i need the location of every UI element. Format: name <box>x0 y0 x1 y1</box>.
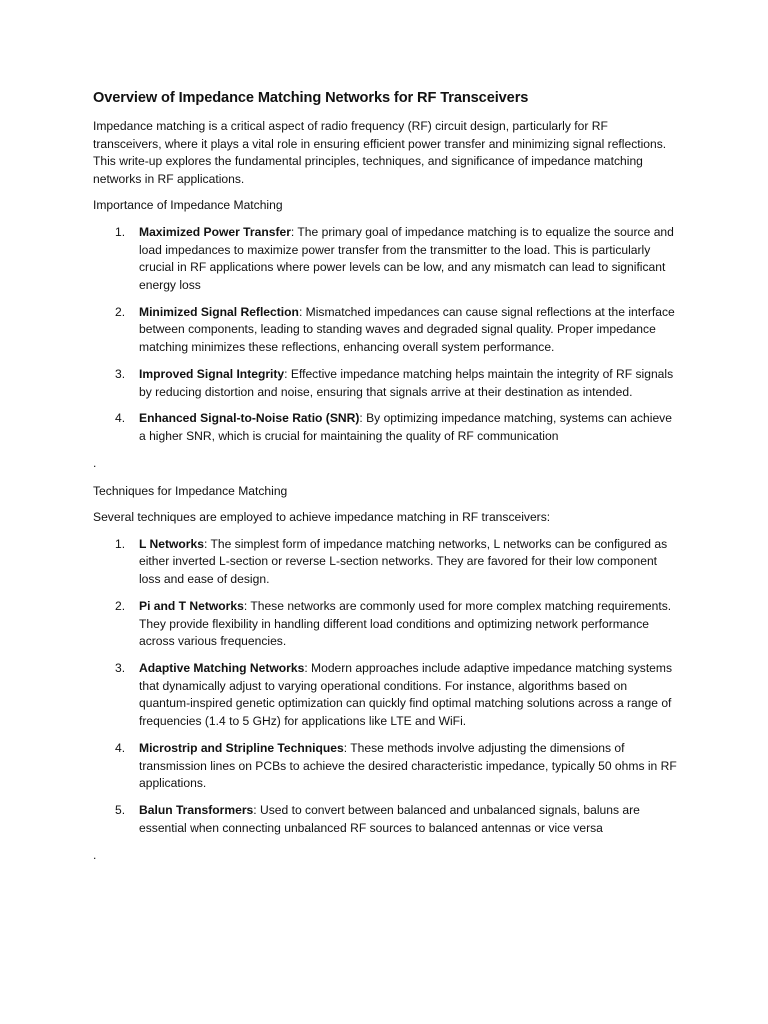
list-number: 3. <box>115 366 126 381</box>
list-term: Microstrip and Stripline Techniques <box>139 740 344 755</box>
list-term: Balun Transformers <box>139 803 254 818</box>
list-term: Enhanced Signal-to-Noise Ratio (SNR) <box>139 411 360 426</box>
list-number: 1. <box>115 536 126 551</box>
list-text: : The simplest form of impedance matching networks, L networks can be configured as either inverted L-section or reverse L-section networks. They are favored for their low component loss and ease of design. <box>139 536 668 587</box>
list-number: 2. <box>115 599 126 614</box>
list-term: Maximized Power Transfer <box>139 224 291 239</box>
techniques-list <box>93 536 678 837</box>
list-term: Adaptive Matching Networks <box>139 661 305 676</box>
list-item <box>93 802 678 837</box>
section-heading-techniques: Techniques for Impedance Matching <box>93 483 288 498</box>
list-text: : The primary goal of impedance matching is to equalize the source and load impedances to maximize power transfer from the transmitter to the load. This is particularly crucial in RF applications where power levels can be low, and any mismatch can lead to significant energy loss <box>139 224 674 292</box>
document-title: Overview of Impedance Matching Networks for RF Transceivers <box>93 90 529 106</box>
list-text: : Modern approaches include adaptive impedance matching systems that dynamically adjust to varying operational conditions. For instance, algorithms based on quantum-inspired genetic optimization can quickly find optimal matching solutions across a range of frequencies (1.4 to 5 GHz) for applications like LTE and WiFi. <box>139 661 673 728</box>
list-term: L Networks <box>139 536 204 551</box>
list-number: 4. <box>115 740 126 755</box>
trailing-dot: . <box>93 847 97 862</box>
list-text: : By optimizing impedance matching, systems can achieve a higher SNR, which is crucial for maintaining the quality of RF communication <box>139 411 672 444</box>
importance-list <box>93 224 678 446</box>
list-item <box>93 598 678 651</box>
list-term: Improved Signal Integrity <box>139 366 285 381</box>
list-number: 5. <box>115 803 126 818</box>
list-text: : Mismatched impedances can cause signal reflections at the interface between components, leading to standing waves and degraded signal quality. Proper impedance matching minimizes these reflections, enhancing overall system performance. <box>139 304 675 354</box>
list-term: Minimized Signal Reflection <box>139 304 299 319</box>
list-item <box>93 660 678 730</box>
list-item <box>93 410 678 445</box>
intro-paragraph: Impedance matching is a critical aspect of radio frequency (RF) circuit design, particularly for RF transceivers, where it plays a vital role in ensuring efficient power transfer and minimizing signal reflections. This write-up explores the fundamental principles, techniques, and significance of impedance matching networks in RF applications. <box>93 119 667 186</box>
list-number: 1. <box>115 224 126 239</box>
list-text: : These methods involve adjusting the dimensions of transmission lines on PCBs to achieve the desired characteristic impedance, typically 50 ohms in RF applications. <box>139 740 677 791</box>
list-item <box>93 366 678 401</box>
section-heading-importance: Importance of Impedance Matching <box>93 198 283 213</box>
list-term: Pi and T Networks <box>139 599 244 614</box>
list-item <box>93 224 678 294</box>
list-number: 4. <box>115 411 126 426</box>
document-page <box>93 88 678 874</box>
list-text: : These networks are commonly used for more complex matching requirements. They provide flexibility in handling different load conditions and optimizing network performance across various frequencies. <box>139 599 672 649</box>
trailing-dot: . <box>93 456 97 471</box>
list-text: : Effective impedance matching helps maintain the integrity of RF signals by reducing distortion and noise, ensuring that signals arrive at their destination as intended. <box>139 366 674 399</box>
list-number: 3. <box>115 661 126 676</box>
list-text: : Used to convert between balanced and unbalanced signals, baluns are essential when connecting unbalanced RF sources to balanced antennas or vice versa <box>139 803 640 835</box>
list-item <box>93 740 678 793</box>
list-item <box>93 536 678 589</box>
techniques-intro: Several techniques are employed to achieve impedance matching in RF transceivers: <box>93 510 551 525</box>
list-item <box>93 304 678 357</box>
list-number: 2. <box>115 304 126 319</box>
